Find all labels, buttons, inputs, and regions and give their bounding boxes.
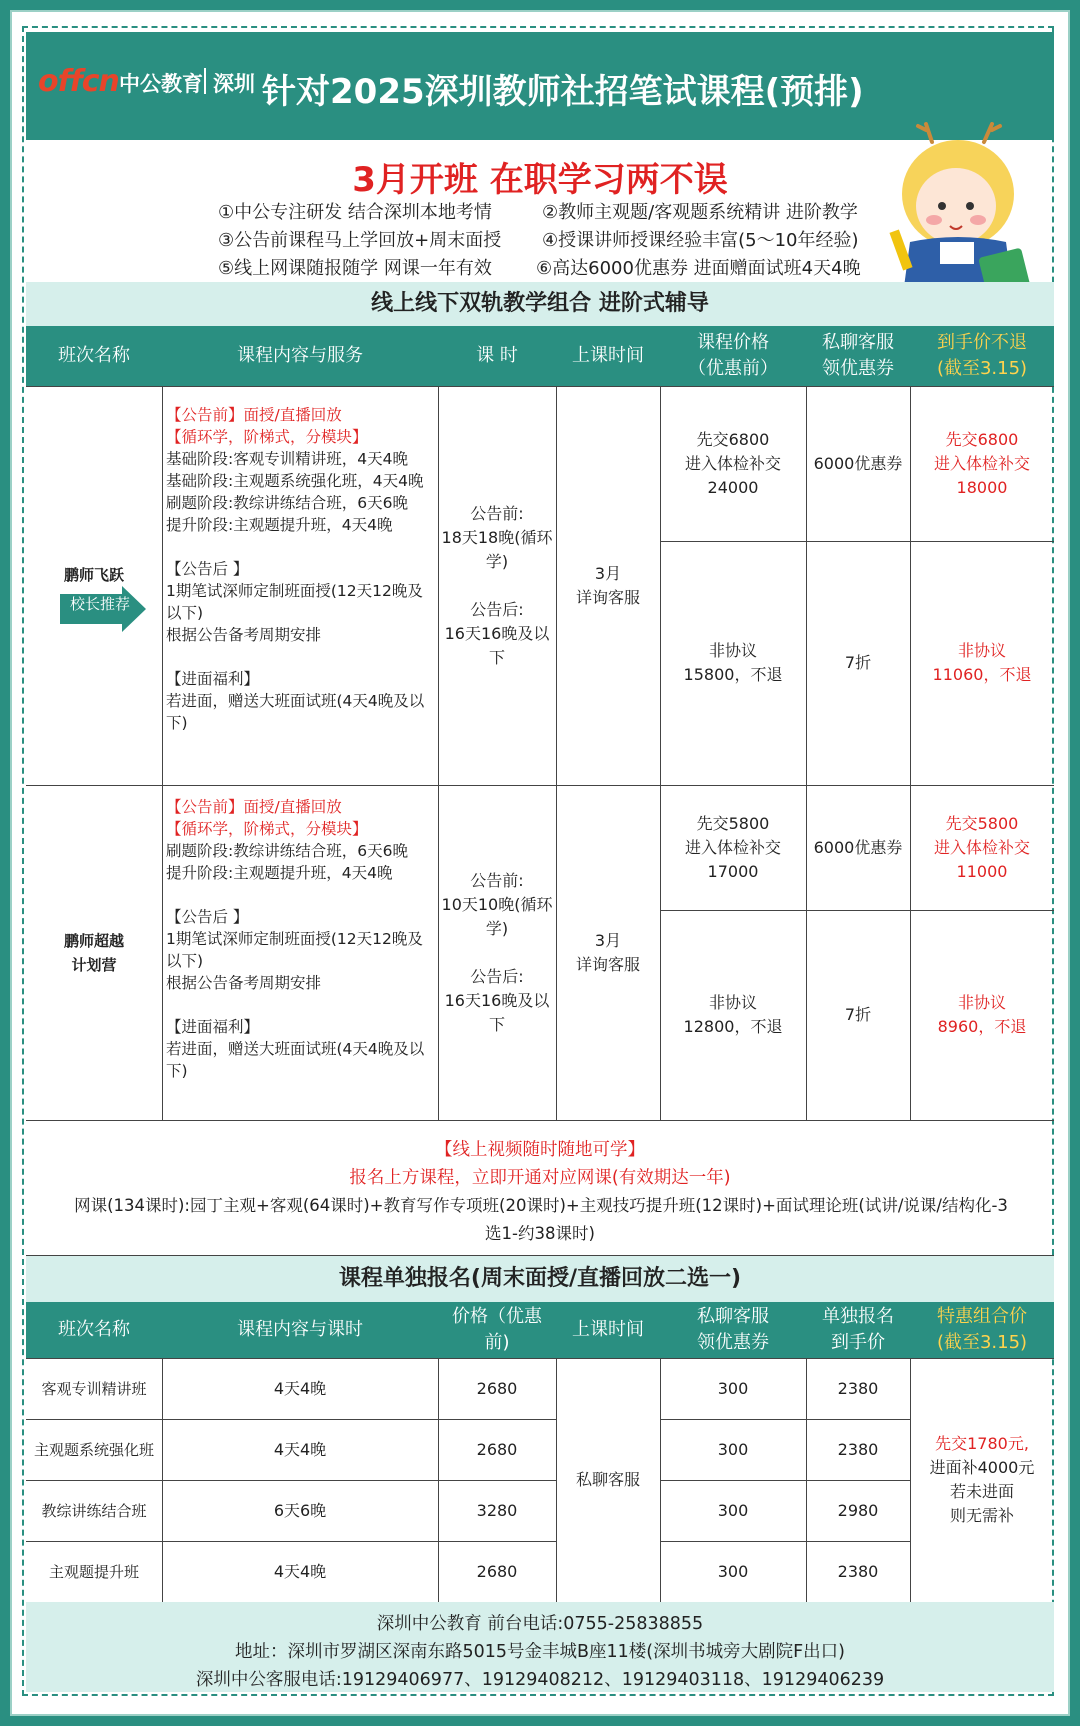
course-time-1: 3月 详询客服 bbox=[575, 563, 640, 607]
coupon-a-2: 6000优惠券 bbox=[813, 837, 903, 857]
coupon-a-1: 6000优惠券 bbox=[813, 453, 903, 473]
single-name-4: 主观题提升班 bbox=[48, 1562, 139, 1581]
section2-title: 课程单独报名(周末面授/直播回放二选一) bbox=[26, 1256, 1054, 1302]
single-hours-4: 4天4晚 bbox=[273, 1561, 327, 1581]
content-line: 刷题阶段:教综讲练结合班，6天6晚 bbox=[166, 494, 408, 512]
content-line: 【循环学，阶梯式，分模块】 bbox=[166, 428, 368, 446]
s2-header-final: 单独报名 到手价 bbox=[822, 1306, 894, 1353]
footer-address: 地址：深圳市罗湖区深南东路5015号金丰城B座11楼(深圳书城旁大剧院F出口) bbox=[234, 1642, 846, 1662]
s2-header-content: 课程内容与课时 bbox=[237, 1319, 363, 1340]
final-b-1: 非协议 11060，不退 bbox=[932, 641, 1032, 684]
section1-title: 线上线下双轨教学组合 进阶式辅导 bbox=[26, 282, 1054, 326]
content-line: 基础阶段:主观题系统强化班，4天4晚 bbox=[166, 472, 424, 490]
single-coupon-3: 300 bbox=[717, 1500, 749, 1520]
single-price-4: 2680 bbox=[476, 1561, 518, 1581]
online-line-3: 网课(134课时):园丁主观+客观(64课时)+教育写作专项班(20课时)+主观技巧提升班(12课时)+面试理论班(试讲/说课/结构化-3 bbox=[74, 1196, 1008, 1215]
single-final-3: 2980 bbox=[837, 1500, 879, 1520]
content-line: 若进面，赠送大班面试班(4天4晚及以 bbox=[166, 1040, 425, 1058]
course-hours-1: 公告前: 18天18晚(循环 学) 公告后: 16天16晚及以 下 bbox=[441, 503, 553, 667]
single-time: 私聊客服 bbox=[575, 1470, 640, 1489]
content-line: 提升阶段:主观题提升班，4天4晚 bbox=[166, 516, 393, 534]
content-line: 下) bbox=[166, 714, 188, 732]
single-hours-2: 4天4晚 bbox=[273, 1439, 327, 1459]
single-hours-1: 4天4晚 bbox=[273, 1378, 327, 1398]
content-line bbox=[166, 883, 438, 905]
s2-header-name: 班次名称 bbox=[58, 1319, 130, 1340]
online-line-1: 【线上视频随时随地可学】 bbox=[435, 1140, 645, 1160]
s2-header-combo: 特惠组合价 (截至3.15) bbox=[936, 1306, 1028, 1353]
single-final-4: 2380 bbox=[837, 1561, 879, 1581]
brand-logo: offcn bbox=[38, 64, 119, 99]
footer-phone: 深圳中公教育 前台电话:0755-25838855 bbox=[376, 1614, 704, 1634]
feature-3: ③公告前课程马上学回放+周末面授 bbox=[218, 230, 502, 251]
feature-2: ②教师主观题/客观题系统精讲 进阶教学 bbox=[542, 202, 858, 223]
content-line bbox=[166, 535, 438, 557]
brand-city: 深圳 bbox=[213, 72, 255, 96]
content-line: 【循环学，阶梯式，分模块】 bbox=[166, 820, 368, 838]
content-line bbox=[166, 993, 438, 1015]
brand-divider bbox=[204, 68, 206, 94]
content-line: 1期笔试深师定制班面授(12天12晚及 bbox=[166, 582, 423, 600]
combo-price-note: 进面补4000元 若未进面 则无需补 bbox=[929, 1458, 1035, 1525]
price-b-2: 非协议 12800，不退 bbox=[683, 993, 783, 1036]
combo-price-cell bbox=[910, 1358, 1054, 1602]
single-price-2: 2680 bbox=[476, 1439, 518, 1459]
course-time-2: 3月 详询客服 bbox=[575, 930, 640, 974]
single-name-1: 客观专训精讲班 bbox=[41, 1379, 147, 1398]
content-line: 【进面福利】 bbox=[166, 1018, 260, 1036]
final-a-1: 先交6800 进入体检补交 18000 bbox=[933, 429, 1030, 497]
course-content-2 bbox=[166, 795, 438, 1081]
content-line bbox=[166, 645, 438, 667]
course-name-2: 鹏师超越 计划营 bbox=[63, 931, 124, 974]
content-line: 以下) bbox=[166, 604, 204, 622]
single-price-1: 2680 bbox=[476, 1378, 518, 1398]
content-line: 基础阶段:客观专训精讲班，4天4晚 bbox=[166, 450, 408, 468]
s2-header-coupon: 私聊客服 领优惠券 bbox=[697, 1306, 769, 1353]
content-line: 【公告后 】 bbox=[166, 908, 249, 926]
feature-4: ④授课讲师授课经验丰富(5～10年经验) bbox=[542, 230, 859, 251]
single-coupon-1: 300 bbox=[717, 1378, 749, 1398]
content-line: 【公告后 】 bbox=[166, 560, 249, 578]
principal-recommend-badge: 校长推荐 bbox=[69, 595, 130, 613]
single-name-2: 主观题系统强化班 bbox=[33, 1440, 154, 1459]
s1-header-content: 课程内容与服务 bbox=[237, 345, 363, 366]
s1-header-price: 课程价格 （优惠前） bbox=[688, 332, 778, 379]
content-line: 【公告前】面授/直播回放 bbox=[166, 406, 342, 424]
grid-line bbox=[26, 1120, 1054, 1121]
content-line: 根据公告备考周期安排 bbox=[166, 626, 322, 644]
course-name-1: 鹏师飞跃 bbox=[63, 566, 124, 584]
price-b-1: 非协议 15800，不退 bbox=[683, 641, 783, 684]
final-b-2: 非协议 8960，不退 bbox=[937, 993, 1027, 1036]
price-a-1: 先交6800 进入体检补交 24000 bbox=[684, 429, 781, 497]
feature-1: ①中公专注研发 结合深圳本地考情 bbox=[218, 202, 492, 223]
content-line: 根据公告备考周期安排 bbox=[166, 974, 322, 992]
combo-price-red: 先交1780元, bbox=[935, 1434, 1029, 1453]
single-hours-3: 6天6晚 bbox=[273, 1500, 327, 1520]
single-coupon-4: 300 bbox=[717, 1561, 749, 1581]
course-hours-2: 公告前: 10天10晚(循环 学) 公告后: 16天16晚及以 下 bbox=[441, 870, 553, 1034]
footer-hotline: 深圳中公客服电话:19129406977、19129408212、19129403118、19129406239 bbox=[195, 1670, 885, 1690]
single-final-2: 2380 bbox=[837, 1439, 879, 1459]
grid-line bbox=[162, 386, 163, 1120]
price-a-2: 先交5800 进入体检补交 17000 bbox=[684, 813, 781, 881]
content-line: 【进面福利】 bbox=[166, 670, 260, 688]
single-coupon-2: 300 bbox=[717, 1439, 749, 1459]
online-line-2: 报名上方课程，立即开通对应网课(有效期达一年) bbox=[349, 1168, 731, 1188]
s1-header-time: 上课时间 bbox=[572, 345, 644, 366]
s2-header-time: 上课时间 bbox=[572, 1319, 644, 1340]
subtitle: 3月开班 在职学习两不误 bbox=[352, 160, 728, 200]
coupon-b-2: 7折 bbox=[844, 1005, 872, 1024]
content-line: 若进面，赠送大班面试班(4天4晚及以 bbox=[166, 692, 425, 710]
content-line: 下) bbox=[166, 1062, 188, 1080]
course-content-1 bbox=[166, 403, 438, 733]
brand-name: 中公教育 bbox=[119, 72, 203, 96]
feature-5: ⑤线上网课随报随学 网课一年有效 bbox=[218, 258, 492, 279]
s1-header-coupon: 私聊客服 领优惠券 bbox=[822, 332, 894, 379]
single-price-3: 3280 bbox=[476, 1500, 518, 1520]
s1-header-hours: 课 时 bbox=[476, 345, 518, 366]
s1-header-final: 到手价不退 (截至3.15) bbox=[936, 332, 1028, 379]
page-title: 针对2025深圳教师社招笔试课程(预排) bbox=[262, 72, 864, 112]
content-line: 以下) bbox=[166, 952, 204, 970]
content-line: 提升阶段:主观题提升班，4天4晚 bbox=[166, 864, 393, 882]
s2-header-price: 价格（优惠 前) bbox=[452, 1306, 542, 1353]
s1-header-name: 班次名称 bbox=[58, 345, 130, 366]
final-a-2: 先交5800 进入体检补交 11000 bbox=[933, 813, 1030, 881]
content-line: 刷题阶段:教综讲练结合班，6天6晚 bbox=[166, 842, 408, 860]
single-final-1: 2380 bbox=[837, 1378, 879, 1398]
feature-6: ⑥高达6000优惠券 进面赠面试班4天4晚 bbox=[536, 258, 861, 279]
content-line: 1期笔试深师定制班面授(12天12晚及 bbox=[166, 930, 423, 948]
coupon-b-1: 7折 bbox=[844, 653, 872, 672]
single-name-3: 教综讲练结合班 bbox=[41, 1501, 147, 1520]
content-line: 【公告前】面授/直播回放 bbox=[166, 798, 342, 816]
online-line-4: 选1-约38课时) bbox=[485, 1224, 595, 1243]
